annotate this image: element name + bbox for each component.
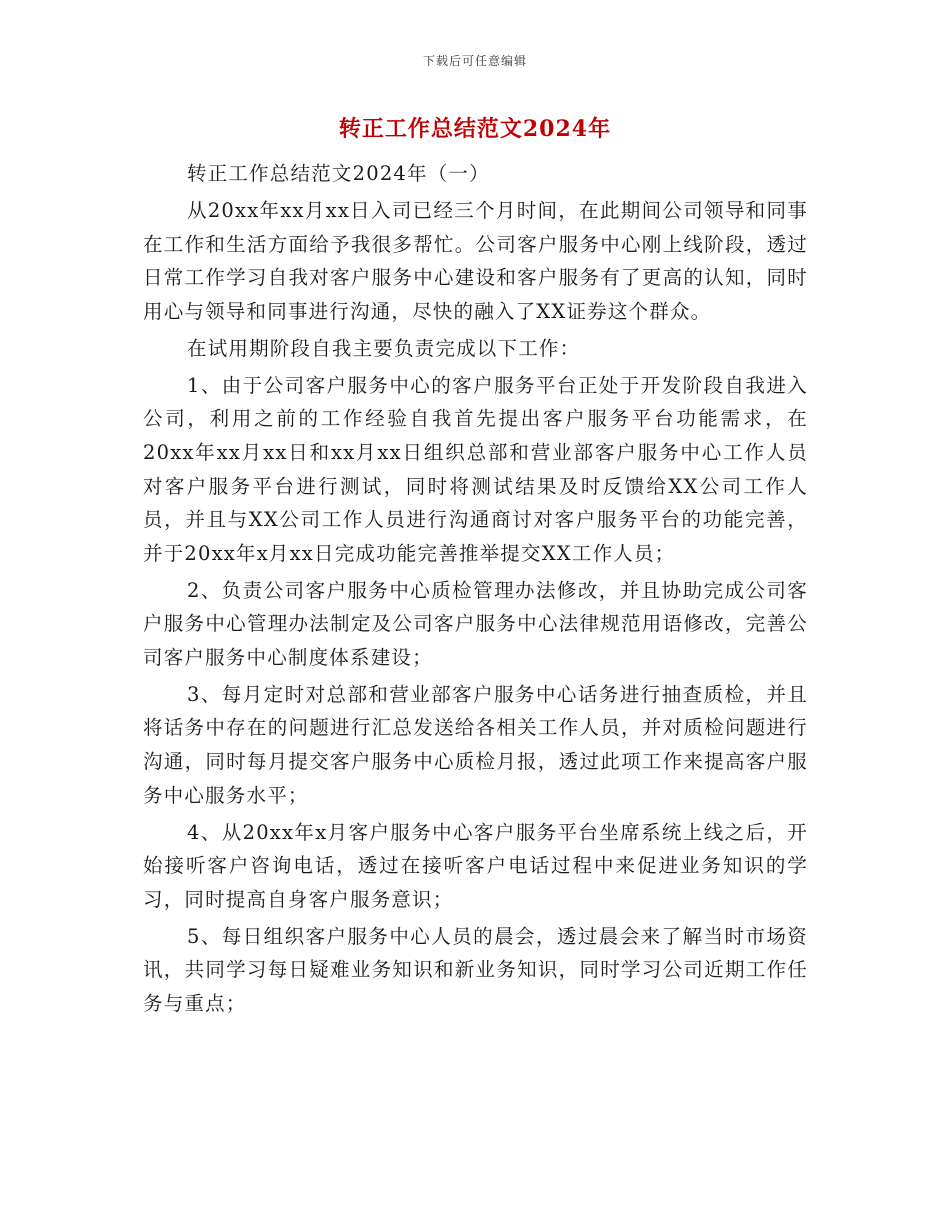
body-paragraph: 在试用期阶段自我主要负责完成以下工作： [187,336,581,360]
body-paragraph: 从20xx年xx月xx日入司已经三个月时间，在此期间公司领导和同事在工作和生活方面给予我很多帮忙。公司客户服务中心刚上线阶段，透过日常工作学习自我对客户服务中心建设和客户服务有了更高的认知，同时用心与领导和同事进行沟通，尽快的融入了XX证券这个群众。 [143,198,808,323]
body-paragraph: 1、由于公司客户服务中心的客户服务平台正处于开发阶段自我进入公司，利用之前的工作经验自我首先提出客户服务平台功能需求，在20xx年xx月xx日和xx月xx日组织总部和营业部客户服务中心工作人员对客户服务平台进行测试，同时将测试结果及时反馈给XX公司工作人员，并且与XX公司工作人员进行沟通商讨对客户服务平台的功能完善，并于20xx年x月xx日完成功能完善推举提交XX工作人员； [143,373,808,565]
body-paragraph: 3、每月定时对总部和营业部客户服务中心话务进行抽查质检，并且将话务中存在的问题进行汇总发送给各相关工作人员，并对质检问题进行沟通，同时每月提交客户服务中心质检月报，透过此项工作来提高客户服务中心服务水平； [143,682,808,807]
document-body [143,157,808,1024]
body-paragraph: 4、从20xx年x月客户服务中心客户服务平台坐席系统上线之后，开始接听客户咨询电话，透过在接听客户电话过程中来促进业务知识的学习，同时提高自身客户服务意识； [143,820,808,911]
header-note: 下载后可任意编辑 [422,54,527,68]
body-paragraph: 2、负责公司客户服务中心质检管理办法修改，并且协助完成公司客户服务中心管理办法制定及公司客户服务中心法律规范用语修改，完善公司客户服务中心制度体系建设； [143,578,808,669]
body-paragraph: 5、每日组织客户服务中心人员的晨会，透过晨会来了解当时市场资讯，共同学习每日疑难业务知识和新业务知识，同时学习公司近期工作任务与重点； [143,924,808,1015]
section-heading: 转正工作总结范文2024年（一） [187,162,490,185]
document-title: 转正工作总结范文2024年 [338,116,612,142]
